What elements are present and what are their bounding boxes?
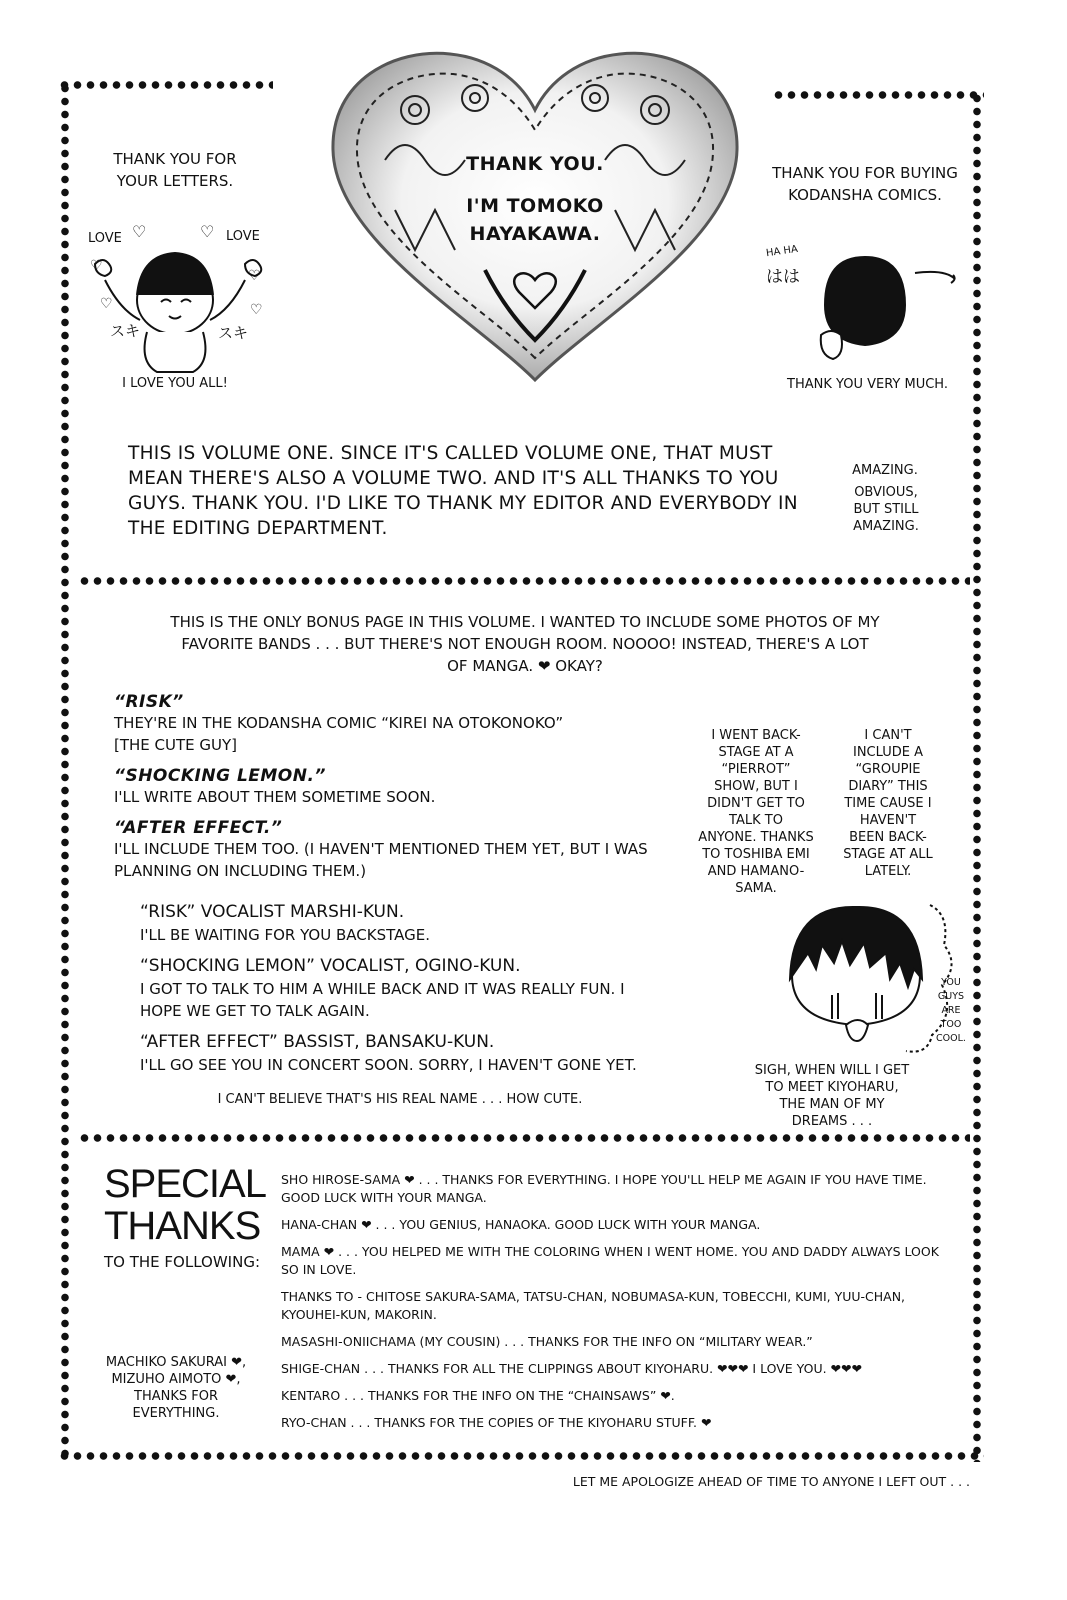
kiyoharu-sigh-note: SIGH, WHEN WILL I GET TO MEET KIYOHARU, THE MAN OF MY DREAMS . . .	[754, 1063, 910, 1129]
special-thanks-line-1: SPECIAL	[104, 1162, 266, 1206]
band-entry-shocking-lemon	[114, 766, 674, 808]
divider-2	[78, 1131, 970, 1145]
member-list	[140, 900, 680, 1076]
member-text: I GOT TO TALK TO HIM A WHILE BACK AND IT WAS REALLY FUN. I HOPE WE GET TO TALK AGAIN.	[140, 980, 625, 1020]
letters-caption: THANK YOU FOR YOUR LETTERS.	[113, 150, 237, 190]
heart-icon: ♡	[132, 222, 147, 241]
thank-you-very-much-caption: THANK YOU VERY MUCH.	[787, 377, 948, 392]
too-cool-note: YOU GUYS ARE TOO COOL.	[936, 977, 966, 1044]
laugh-en-label: HA HA	[765, 243, 799, 260]
special-thanks-subtitle: TO THE FOLLOWING:	[104, 1253, 260, 1271]
heart-icon: ♡	[250, 302, 263, 318]
divider-1	[78, 574, 970, 588]
thanks-item: SHO HIROSE-SAMA ❤ . . . THANKS FOR EVERYTHING. I HOPE YOU'LL HELP ME AGAIN IF YOU HAVE TIME. GOOD LUCK WITH YOUR MANGA.	[281, 1172, 927, 1205]
member-text: I'LL GO SEE YOU IN CONCERT SOON. SORRY, I HAVEN'T GONE YET.	[140, 1056, 637, 1074]
band-title: “SHOCKING LEMON.”	[114, 766, 326, 786]
band-text: THEY'RE IN THE KODANSHA COMIC “KIREI NA OTOKONOKO” [THE CUTE GUY]	[114, 714, 564, 754]
top-border-right	[772, 88, 984, 102]
chibi-author-love-illustration	[85, 240, 265, 384]
member-entry	[140, 900, 680, 946]
obvious-aside: OBVIOUS, BUT STILL AMAZING.	[853, 485, 919, 534]
chibi-author-bow-illustration	[805, 245, 965, 374]
heart-line-3: HAYAKAWA.	[469, 223, 601, 245]
love-left-label: LOVE	[88, 231, 122, 246]
heart-icon: ♡	[200, 222, 215, 241]
right-border	[970, 92, 984, 1462]
band-entry-risk	[114, 692, 674, 756]
thanks-item: MAMA ❤ . . . YOU HELPED ME WITH THE COLORING WHEN I WENT HOME. YOU AND DADDY ALWAYS LOOK SO IN LOVE.	[281, 1244, 939, 1277]
thanks-item: THANKS TO - CHITOSE SAKURA-SAMA, TATSU-CHAN, NOBUMASA-KUN, TOBECCHI, KUMI, YUU-CHAN, KYOUHEI-KUN, MAKORIN.	[281, 1289, 906, 1322]
special-thanks-line-2: THANKS	[104, 1204, 261, 1248]
member-entry	[140, 1030, 680, 1076]
heart-line-1: THANK YOU.	[466, 153, 604, 175]
member-title: “AFTER EFFECT” BASSIST, BANSAKU-KUN.	[140, 1032, 495, 1052]
left-border	[58, 82, 72, 1462]
member-entry	[140, 954, 680, 1022]
heart-message	[420, 150, 650, 248]
special-thanks-side-note: MACHIKO SAKURAI ❤, MIZUHO AIMOTO ❤, THANKS FOR EVERYTHING.	[105, 1355, 247, 1421]
band-entry-after-effect	[114, 818, 674, 882]
band-list	[114, 692, 674, 882]
real-name-note: I CAN'T BELIEVE THAT'S HIS REAL NAME . . . HOW CUTE.	[217, 1092, 583, 1107]
love-right-label: LOVE	[226, 229, 260, 244]
thanks-item: SHIGE-CHAN . . . THANKS FOR ALL THE CLIPPINGS ABOUT KIYOHARU. ❤❤❤ I LOVE YOU. ❤❤❤	[281, 1361, 862, 1376]
special-thanks-list	[281, 1171, 951, 1432]
heart-icon: ♡	[90, 258, 103, 274]
bonus-intro: THIS IS THE ONLY BONUS PAGE IN THIS VOLUME. I WANTED TO INCLUDE SOME PHOTOS OF MY FAVORITE BANDS . . . BUT THERE'S NOT ENOUGH ROOM. NOOOO! INSTEAD, THERE'S A LOT OF MANGA. ❤ OKAY?	[170, 613, 880, 675]
top-border-left	[58, 78, 273, 92]
band-title: “RISK”	[114, 692, 184, 712]
band-title: “AFTER EFFECT.”	[114, 818, 283, 838]
groupie-diary-note: I CAN'T INCLUDE A “GROUPIE DIARY” THIS TIME CAUSE I HAVEN'T BEEN BACK-STAGE AT ALL LATELY.	[843, 728, 933, 879]
backstage-note: I WENT BACK-STAGE AT A “PIERROT” SHOW, BUT I DIDN'T GET TO TALK TO ANYONE. THANKS TO TOSHIBA EMI AND HAMANO-SAMA.	[698, 728, 814, 896]
thanks-item: HANA-CHAN ❤ . . . YOU GENIUS, HANAOKA. GOOD LUCK WITH YOUR MANGA.	[281, 1217, 761, 1232]
suki-left-label: スキ	[110, 322, 141, 340]
heart-line-2: I'M TOMOKO	[466, 195, 604, 217]
apology-footer: LET ME APOLOGIZE AHEAD OF TIME TO ANYONE I LEFT OUT . . .	[572, 1474, 970, 1489]
suki-right-label: スキ	[218, 324, 249, 342]
member-title: “RISK” VOCALIST MARSHI-KUN.	[140, 902, 405, 922]
thanks-item: MASASHI-ONIICHAMA (MY COUSIN) . . . THANKS FOR THE INFO ON “MILITARY WEAR.”	[281, 1334, 813, 1349]
special-thanks-title	[104, 1163, 266, 1247]
band-text: I'LL WRITE ABOUT THEM SOMETIME SOON.	[114, 788, 436, 806]
member-text: I'LL BE WAITING FOR YOU BACKSTAGE.	[140, 926, 430, 944]
thanks-item: KENTARO . . . THANKS FOR THE INFO ON THE “CHAINSAWS” ❤.	[281, 1388, 675, 1403]
laugh-jp-label: はは	[766, 267, 800, 287]
heart-icon: ♡	[100, 296, 113, 312]
volume-one-note: THIS IS VOLUME ONE. SINCE IT'S CALLED VOLUME ONE, THAT MUST MEAN THERE'S ALSO A VOLUME TWO. AND IT'S ALL THANKS TO YOU GUYS. THANK YOU. I'D LIKE TO THANK MY EDITOR AND EVERYBODY IN THE EDITING DEPARTMENT.	[128, 443, 798, 539]
bottom-border	[58, 1449, 984, 1463]
thanks-item: RYO-CHAN . . . THANKS FOR THE COPIES OF THE KIYOHARU STUFF. ❤	[281, 1415, 712, 1430]
love-you-all-caption: I LOVE YOU ALL!	[122, 376, 228, 391]
amazing-aside: AMAZING.	[852, 463, 918, 478]
heart-icon: ♡	[248, 268, 261, 284]
member-title: “SHOCKING LEMON” VOCALIST, OGINO-KUN.	[140, 956, 521, 976]
kodansha-caption: THANK YOU FOR BUYING KODANSHA COMICS.	[772, 164, 958, 204]
band-text: I'LL INCLUDE THEM TOO. (I HAVEN'T MENTIONED THEM YET, BUT I WAS PLANNING ON INCLUDING THEM.)	[114, 840, 648, 880]
